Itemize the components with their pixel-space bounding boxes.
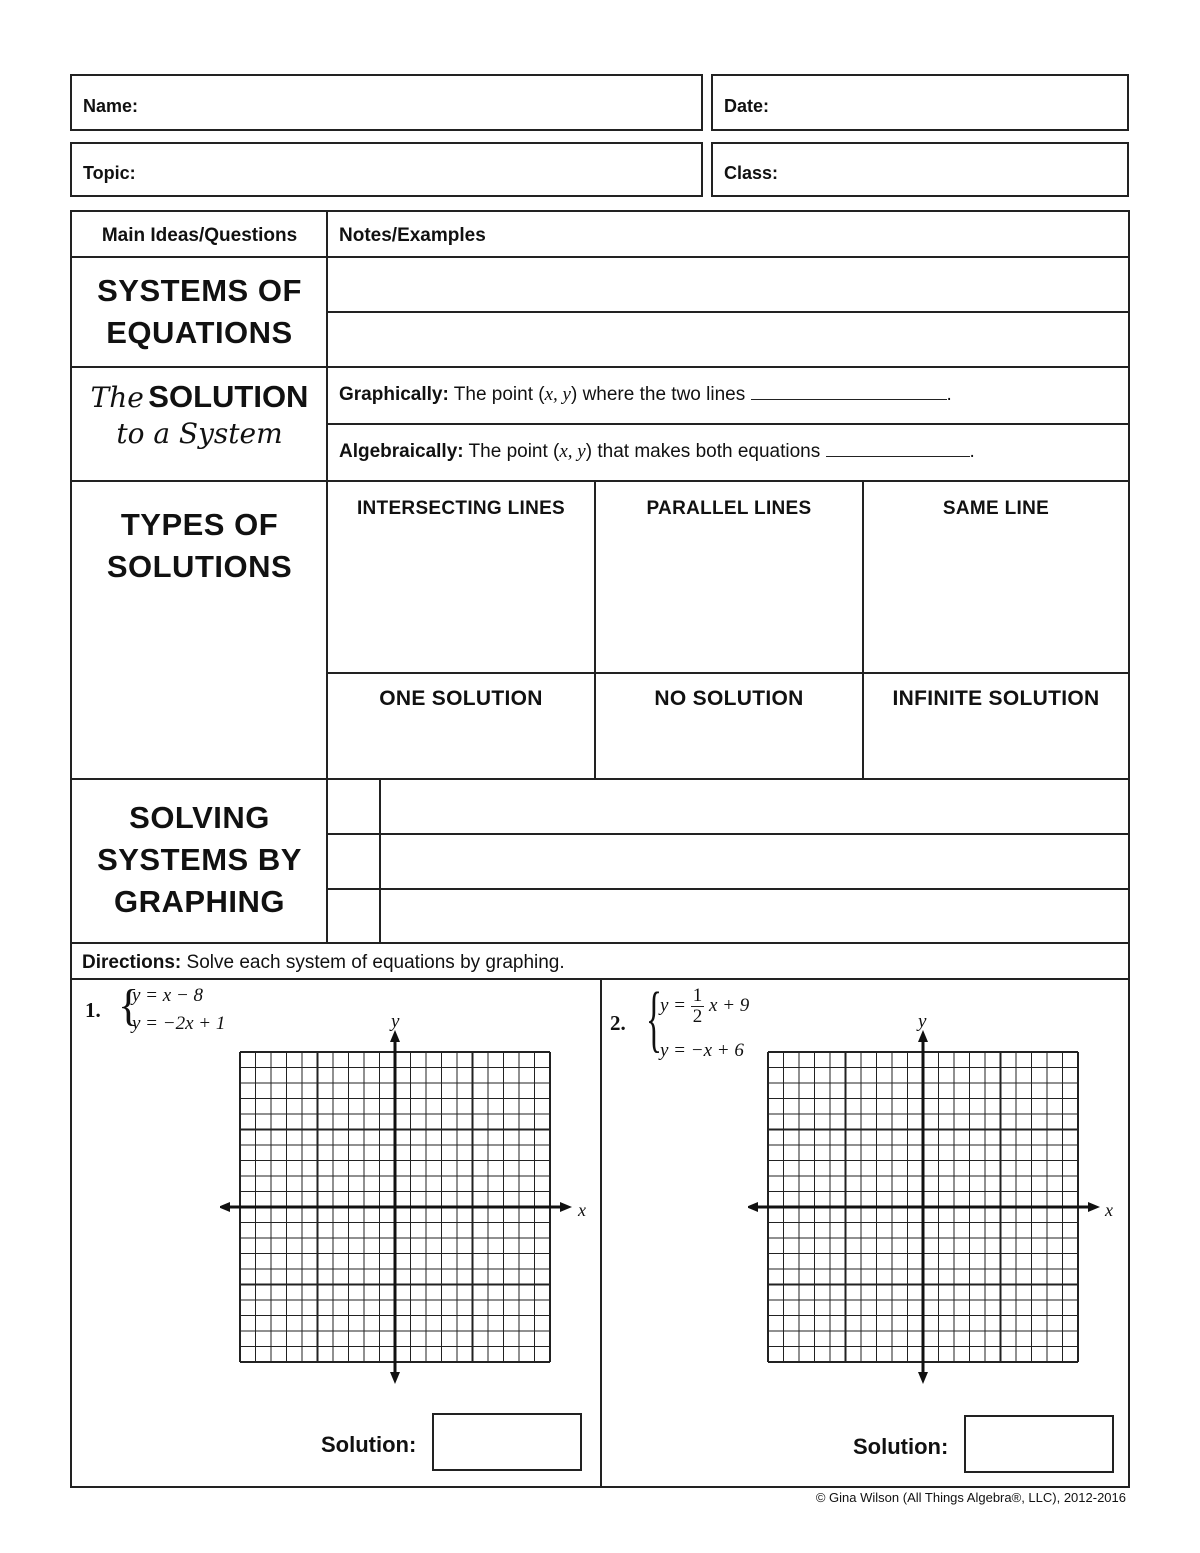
problem-2-brace: { (646, 978, 662, 1060)
problem-2-x-label: x (1105, 1200, 1113, 1220)
problem-2-number: 2. (610, 1011, 626, 1035)
problem-1-coordinate-grid[interactable] (220, 1017, 602, 1397)
graphing-title: SOLVING SYSTEMS BY GRAPHING (97, 800, 302, 919)
parallel-lines-cell: PARALLEL LINES (646, 498, 812, 519)
copyright-footer: © Gina Wilson (All Things Algebra®, LLC), 2012-2016 (815, 1490, 1126, 1505)
name-label: Name: (83, 96, 139, 116)
graphically-blank[interactable] (751, 399, 947, 400)
notes-examples-header: Notes/Examples (339, 225, 486, 246)
problem-2-solution-box[interactable] (964, 1415, 1114, 1473)
problem-1-brace: { (118, 981, 140, 1030)
problem-2-y-label: y (918, 1011, 927, 1032)
date-field[interactable] (711, 74, 1129, 131)
topic-field[interactable] (70, 142, 703, 197)
problem-2-solution-label: Solution: (853, 1434, 949, 1459)
directions: Directions: Solve each system of equations by graphing. (82, 952, 565, 973)
systems-title: SYSTEMS OF EQUATIONS (97, 273, 302, 350)
problem-1-eq2: y = −2x + 1 (132, 1013, 226, 1034)
problem-2-eq1: y = $\frac{1}{2}$ x + 9 (660, 985, 750, 1027)
date-label: Date: (724, 96, 770, 116)
no-solution-cell: NO SOLUTION (654, 687, 804, 710)
problem-1-eq1: y = x − 8 (132, 985, 204, 1006)
topic-label: Topic: (83, 163, 136, 183)
problem-2-coordinate-grid[interactable] (748, 1017, 1130, 1397)
solution-title: The SOLUTION to a System (90, 379, 309, 450)
notes-table (70, 210, 1130, 1488)
problem-1-solution-box[interactable] (432, 1413, 582, 1471)
algebraically-blank[interactable] (826, 456, 970, 457)
types-title: TYPES OF SOLUTIONS (106, 507, 293, 584)
problem-1-y-label: y (391, 1011, 400, 1032)
infinite-solution-cell: INFINITE SOLUTION (892, 687, 1100, 710)
same-line-cell: SAME LINE (942, 498, 1050, 519)
name-field[interactable] (70, 74, 703, 131)
intersecting-lines-cell: INTERSECTING LINES (356, 498, 566, 519)
one-solution-cell: ONE SOLUTION (379, 687, 543, 710)
graphically-definition: Graphically: The point (x, y) where the two lines . (339, 384, 952, 405)
problem-1-solution-label: Solution: (321, 1432, 417, 1457)
problem-2-eq2: y = −x + 6 (660, 1040, 744, 1061)
main-ideas-header: Main Ideas/Questions (101, 225, 298, 246)
class-label: Class: (724, 163, 779, 183)
class-field[interactable] (711, 142, 1129, 197)
algebraically-definition: Algebraically: The point (x, y) that makes both equations . (339, 441, 975, 462)
problem-1-x-label: x (578, 1200, 586, 1220)
problem-1-number: 1. (85, 998, 101, 1022)
